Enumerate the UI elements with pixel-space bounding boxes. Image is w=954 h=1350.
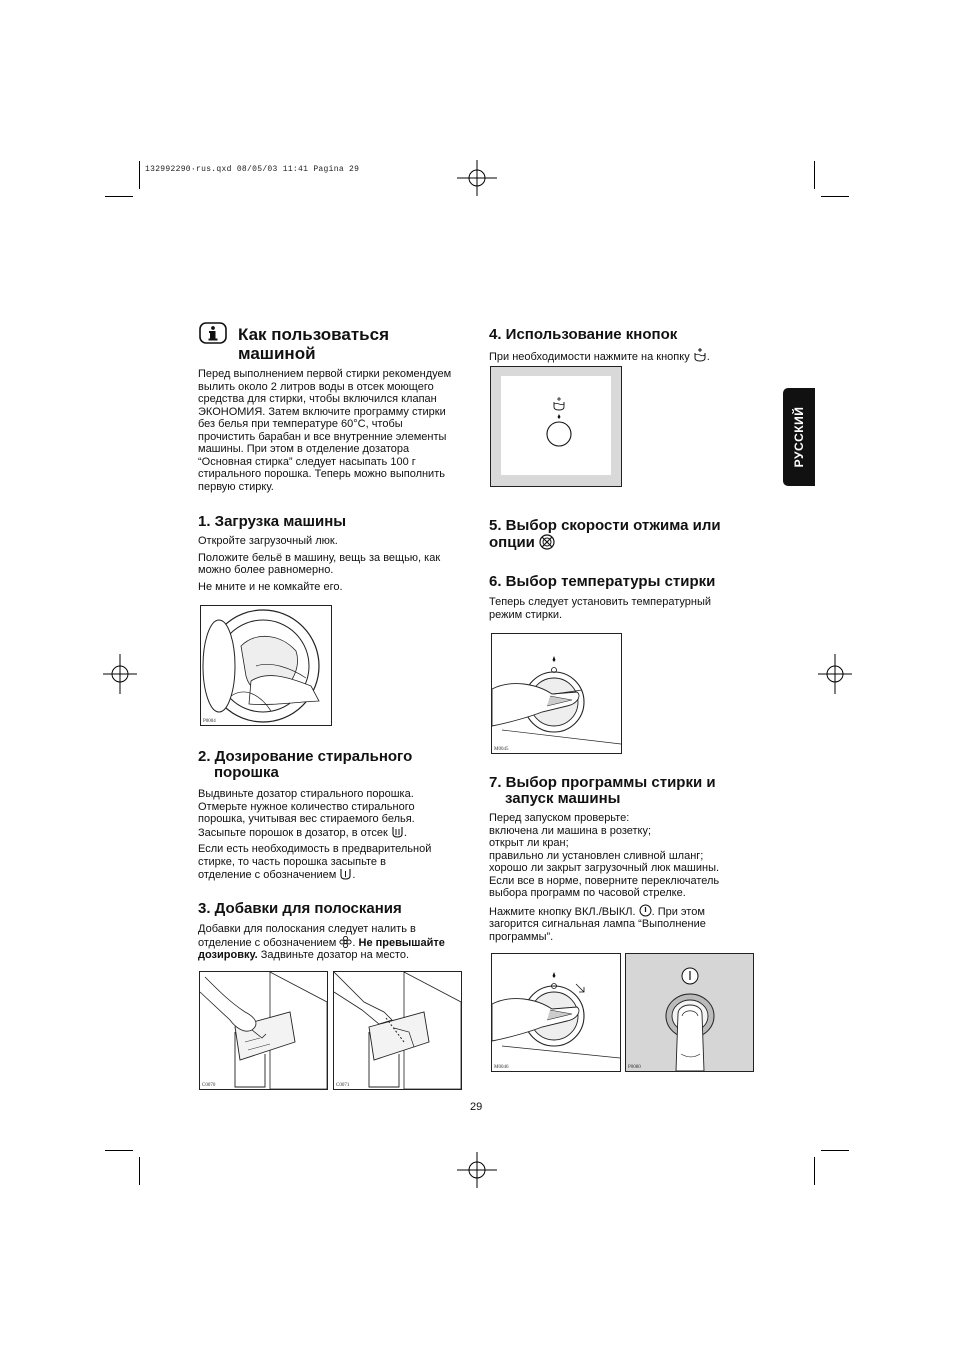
figure-code: P0080 <box>628 1065 641 1070</box>
crop-mark <box>139 1157 140 1185</box>
intro-text <box>198 368 468 493</box>
text-line: стирке, то часть порошка засыпьте в <box>198 855 386 868</box>
page-number: 29 <box>470 1101 483 1113</box>
crop-mark <box>105 196 133 197</box>
text-fragment: Нажмите кнопку ВКЛ./ВЫКЛ. <box>489 905 636 918</box>
text-line: Перед запуском проверьте: <box>489 812 630 824</box>
section-6-title: 6. Выбор температуры стирки <box>489 573 716 590</box>
section-4-text: При необходимости нажмите на кнопку . <box>489 348 710 364</box>
loading-laundry-illustration <box>201 606 331 725</box>
text-line: без белья при температуре 60°С, чтобы <box>198 418 403 430</box>
section-7-title-line1: 7. Выбор программы стирки и <box>489 774 716 791</box>
text-line: первую стирку. <box>198 480 274 493</box>
text-line: машины. При этом в отделение дозатора <box>198 443 410 455</box>
temperature-dial-illustration <box>492 634 621 753</box>
figure-option-button <box>490 366 622 487</box>
registration-mark-icon <box>103 654 137 694</box>
text-line: выбора программ по часовой стрелке. <box>489 887 686 899</box>
dispenser-illustration <box>200 972 327 1089</box>
figure-program-dial <box>491 953 621 1072</box>
language-tab <box>783 388 815 486</box>
power-icon <box>639 904 652 917</box>
softener-flower-icon <box>339 936 352 948</box>
crop-mark <box>814 161 815 189</box>
figure-code: C0070 <box>202 1083 216 1088</box>
intro-title <box>238 325 389 363</box>
section-2-text <box>198 788 468 882</box>
text-fragment: . При этом <box>651 905 705 918</box>
text-line: Отмерьте нужное количество стирального <box>198 800 415 813</box>
crop-mark <box>814 1157 815 1185</box>
text-line: порошка, учитывая вес стираемого белья. <box>198 813 415 825</box>
text-line: Положите бельё в машину, вещь за вещью, как <box>198 551 441 564</box>
section-2-title-line2: порошка <box>214 764 279 781</box>
text-fragment: отделение с обозначением <box>198 869 337 881</box>
figure-code: M0045 <box>494 747 509 752</box>
text-line: отделение с обозначением . Не превышайте <box>198 936 445 949</box>
figure-code: M0046 <box>494 1065 509 1070</box>
detergent-main-wash-icon <box>391 826 404 838</box>
text-line: включена ли машина в розетку; <box>489 824 652 837</box>
file-slug: 132992290·rus.qxd 08/05/03 11:41 Pagina 29 <box>145 165 360 174</box>
section-5-title-line2-text: опции <box>489 534 535 551</box>
text-line: режим стирки. <box>489 608 563 621</box>
section-1-title: 1. Загрузка машины <box>198 513 347 530</box>
text-fragment: При необходимости нажмите на кнопку <box>489 351 690 363</box>
text-line: программы”. <box>489 930 554 943</box>
section-3-text <box>198 923 468 962</box>
text-line: Если есть необходимость в предварительной <box>198 843 432 855</box>
section-4-title: 4. Использование кнопок <box>489 326 678 343</box>
text-line: ЭКОНОМИЯ. Затем включите программу стирки <box>198 405 446 418</box>
intro-title-line2: машиной <box>238 344 316 363</box>
language-tab-label: РУССКИЙ <box>792 406 806 468</box>
info-icon <box>199 322 227 344</box>
section-1-text <box>198 535 468 593</box>
figure-code: C0071 <box>336 1083 350 1088</box>
crop-mark <box>139 161 140 189</box>
text-line: открыт ли кран; <box>489 837 569 849</box>
section-3-title: 3. Добавки для полоскания <box>198 900 402 917</box>
text-fragment-bold: Не превышайте <box>358 936 445 949</box>
text-line <box>489 904 759 919</box>
text-line: вылить около 2 литров воды в отсек моющего <box>198 380 434 393</box>
text-line: отделение с обозначением . <box>198 869 356 881</box>
program-dial-illustration <box>492 954 620 1071</box>
figure-code: P0004 <box>203 719 216 724</box>
text-line: правильно ли установлен сливной шланг; <box>489 849 704 862</box>
figure-power-button <box>625 953 754 1072</box>
figure-loading-laundry <box>200 605 332 726</box>
intro-title-line1: Как пользоваться <box>238 325 389 344</box>
text-line: “Основная стирка” следует насыпать 100 г <box>198 455 416 468</box>
section-5-title-line1: 5. Выбор скорости отжима или <box>489 517 721 534</box>
crop-mark <box>821 1150 849 1151</box>
section-5-title-line2 <box>489 534 721 551</box>
text-line: Теперь следует установить температурный <box>489 596 711 608</box>
text-line: Выдвиньте дозатор стирального порошка. <box>198 788 414 800</box>
section-2-title-line1: 2. Дозирование стирального <box>198 748 413 765</box>
registration-mark-icon <box>457 160 497 196</box>
figure-dispenser-b <box>333 971 462 1090</box>
section-6-text <box>489 596 759 621</box>
crop-mark <box>105 1150 133 1151</box>
text-line: Не мните и не комкайте его. <box>198 580 343 593</box>
dispenser-softener-illustration <box>334 972 461 1089</box>
section-5-title <box>489 518 721 551</box>
section-7-title-line2: запуск машины <box>505 790 621 807</box>
text-line: Засыпьте порошок в дозатор, в отсек . <box>198 826 407 839</box>
text-line: Если все в норме, поверните переключатель <box>489 874 720 887</box>
section-7-title <box>489 775 716 807</box>
text-line: Перед выполнением первой стирки рекомендуем <box>198 368 452 380</box>
prewash-icon <box>339 868 352 880</box>
text-line <box>198 949 468 962</box>
power-button-press-illustration <box>626 954 753 1071</box>
registration-mark-icon <box>818 654 852 694</box>
rinse-hold-button-icon <box>693 348 707 362</box>
text-fragment-bold: дозировку. <box>198 949 258 961</box>
text-line: Добавки для полоскания следует налить в <box>198 923 416 935</box>
rinse-hold-button-illustration <box>491 367 621 486</box>
text-fragment: Засыпьте порошок в дозатор, в отсек <box>198 826 388 839</box>
text-line: хорошо ли закрыт загрузочный люк машины. <box>489 862 720 874</box>
figure-dispenser-a <box>199 971 328 1090</box>
spin-options-icon <box>539 534 555 550</box>
text-line: средства для стирки, чтобы включился клапан <box>198 393 437 405</box>
registration-mark-icon <box>457 1152 497 1188</box>
crop-mark <box>821 196 849 197</box>
text-fragment: отделение с обозначением <box>198 936 337 949</box>
section-2-title <box>198 749 412 781</box>
text-line: прочистить барабан и все внутренние элементы <box>198 430 447 443</box>
text-fragment: Задвиньте дозатор на место. <box>260 949 410 961</box>
text-line: загорится сигнальная лампа “Выполнение <box>489 918 706 930</box>
section-7-text <box>489 812 759 943</box>
text-line: можно более равномерно. <box>198 564 334 576</box>
text-line: стирального порошка. Теперь можно выполнить <box>198 468 445 480</box>
figure-temperature-dial <box>491 633 622 754</box>
text-line: Откройте загрузочный люк. <box>198 535 338 547</box>
